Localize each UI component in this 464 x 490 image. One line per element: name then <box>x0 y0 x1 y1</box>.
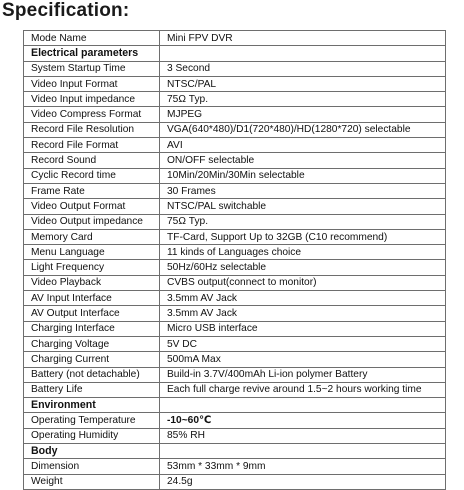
spec-value: VGA(640*480)/D1(720*480)/HD(1280*720) selectable <box>160 122 446 137</box>
spec-row <box>24 275 446 290</box>
spec-label: Weight <box>24 474 160 489</box>
spec-label: Operating Humidity <box>24 428 160 443</box>
section-title: Environment <box>24 398 160 413</box>
spec-table <box>23 30 446 490</box>
spec-row <box>24 107 446 122</box>
spec-label: Menu Language <box>24 245 160 260</box>
spec-row <box>24 413 446 428</box>
spec-row <box>24 138 446 153</box>
spec-value: 5V DC <box>160 336 446 351</box>
spec-label: Cyclic Record time <box>24 168 160 183</box>
spec-row <box>24 367 446 382</box>
section-title: Electrical parameters <box>24 46 160 61</box>
spec-label: Frame Rate <box>24 183 160 198</box>
section-empty-cell <box>160 398 446 413</box>
spec-row <box>24 76 446 91</box>
spec-label: Video Playback <box>24 275 160 290</box>
spec-row <box>24 122 446 137</box>
spec-value: TF-Card, Support Up to 32GB (C10 recommend) <box>160 229 446 244</box>
spec-label: AV Input Interface <box>24 291 160 306</box>
spec-value: 3 Second <box>160 61 446 76</box>
spec-row <box>24 336 446 351</box>
spec-label: Video Compress Format <box>24 107 160 122</box>
spec-value: 3.5mm AV Jack <box>160 306 446 321</box>
spec-value: 30 Frames <box>160 183 446 198</box>
spec-value: Each full charge revive around 1.5~2 hours working time <box>160 382 446 397</box>
spec-value: 53mm * 33mm * 9mm <box>160 459 446 474</box>
spec-row <box>24 199 446 214</box>
section-empty-cell <box>160 46 446 61</box>
spec-value: CVBS output(connect to monitor) <box>160 275 446 290</box>
spec-label: Memory Card <box>24 229 160 244</box>
spec-label: Mode Name <box>24 31 160 46</box>
section-title: Body <box>24 444 160 459</box>
spec-value: Micro USB interface <box>160 321 446 336</box>
spec-value: 24.5g <box>160 474 446 489</box>
spec-value: Mini FPV DVR <box>160 31 446 46</box>
spec-table-body <box>24 31 446 490</box>
spec-row <box>24 474 446 489</box>
spec-row <box>24 459 446 474</box>
section-empty-cell <box>160 444 446 459</box>
spec-value: 50Hz/60Hz selectable <box>160 260 446 275</box>
spec-value: 10Min/20Min/30Min selectable <box>160 168 446 183</box>
spec-label: Charging Interface <box>24 321 160 336</box>
section-header-row <box>24 46 446 61</box>
spec-row <box>24 260 446 275</box>
spec-row <box>24 61 446 76</box>
spec-row <box>24 214 446 229</box>
spec-label: Record File Format <box>24 138 160 153</box>
spec-value: 3.5mm AV Jack <box>160 291 446 306</box>
spec-label: AV Output Interface <box>24 306 160 321</box>
spec-value: 75Ω Typ. <box>160 214 446 229</box>
spec-value: ON/OFF selectable <box>160 153 446 168</box>
spec-row <box>24 352 446 367</box>
spec-label: Record Sound <box>24 153 160 168</box>
spec-value: Build-in 3.7V/400mAh Li-ion polymer Battery <box>160 367 446 382</box>
spec-value: 500mA Max <box>160 352 446 367</box>
spec-row <box>24 321 446 336</box>
page-title: Specification: <box>2 0 130 21</box>
spec-label: Operating Temperature <box>24 413 160 428</box>
spec-row <box>24 92 446 107</box>
spec-value: NTSC/PAL <box>160 76 446 91</box>
spec-value: 75Ω Typ. <box>160 92 446 107</box>
spec-row <box>24 291 446 306</box>
spec-row <box>24 183 446 198</box>
spec-label: Video Output Format <box>24 199 160 214</box>
spec-row <box>24 229 446 244</box>
spec-label: Battery Life <box>24 382 160 397</box>
spec-label: Video Input Format <box>24 76 160 91</box>
spec-label: Charging Current <box>24 352 160 367</box>
spec-label: System Startup Time <box>24 61 160 76</box>
spec-label: Charging Voltage <box>24 336 160 351</box>
spec-label: Video Output impedance <box>24 214 160 229</box>
spec-value: -10~60℃ <box>160 413 446 428</box>
spec-value: NTSC/PAL switchable <box>160 199 446 214</box>
spec-row <box>24 428 446 443</box>
spec-value: 11 kinds of Languages choice <box>160 245 446 260</box>
spec-value: 85% RH <box>160 428 446 443</box>
spec-label: Dimension <box>24 459 160 474</box>
spec-row <box>24 168 446 183</box>
section-header-row <box>24 444 446 459</box>
spec-row <box>24 245 446 260</box>
section-header-row <box>24 398 446 413</box>
spec-label: Record File Resolution <box>24 122 160 137</box>
spec-row <box>24 31 446 46</box>
spec-label: Battery (not detachable) <box>24 367 160 382</box>
spec-row <box>24 153 446 168</box>
spec-row <box>24 306 446 321</box>
spec-label: Light Frequency <box>24 260 160 275</box>
spec-value: MJPEG <box>160 107 446 122</box>
spec-row <box>24 382 446 397</box>
spec-value: AVI <box>160 138 446 153</box>
spec-label: Video Input impedance <box>24 92 160 107</box>
